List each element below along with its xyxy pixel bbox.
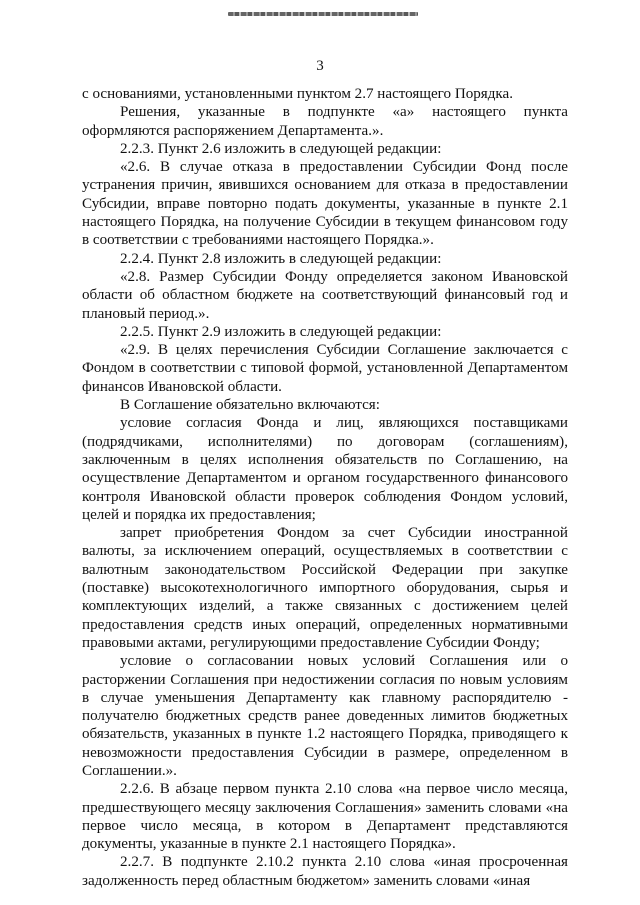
scan-header-mark — [228, 12, 418, 16]
paragraph: с основаниями, установленными пунктом 2.7 настоящего Порядка. — [82, 86, 514, 102]
page-number: 3 — [316, 58, 324, 74]
paragraph: условие о согласовании новых условий Соглашения или о расторжении Соглашения при недостижении согласия по новым условиям в случае уменьшения Департаменту как главному распорядителю - получателю бюджетных средств ранее доведенных лимитов бюджетных обязательств, указанных в пункте 1.2 настоящего Порядка, приводящего к невозможности предоставления Субсидии в размере, определенном в Соглашении.». — [82, 653, 568, 779]
paragraph: «2.8. Размер Субсидии Фонду определяется законом Ивановской области об областном бюджете на соответствующий финансовый год и плановый период.». — [82, 268, 568, 322]
paragraph: 2.2.5. Пункт 2.9 изложить в следующей редакции: — [120, 323, 442, 340]
paragraph: 2.2.7. В подпункте 2.10.2 пункта 2.10 слова «иная просроченная задолженность перед областным бюджетом» заменить словами «иная — [82, 854, 568, 889]
paragraph: запрет приобретения Фондом за счет Субсидии иностранной валюты, за исключением операций, осуществляемых в соответствии с валютным законодательством Российской Федерации при закупке (поставке) высокотехнологичного импортного оборудования, сырья и комплектующих изделий, а также связанных с достижением целей предоставления средств иных операций, определенных нормативными правовыми актами, регулирующими предоставление Субсидии Фонду; — [82, 525, 568, 651]
paragraph: «2.9. В целях перечисления Субсидии Соглашение заключается с Фондом в соответствии с типовой формой, установленной Департаментом финансов Ивановской области. — [82, 342, 568, 395]
paragraph: В Соглашение обязательно включаются: — [120, 397, 380, 414]
paragraph: Решения, указанные в подпункте «а» настоящего пункта оформляются распоряжением Департамента.». — [82, 104, 568, 139]
paragraph: 2.2.4. Пункт 2.8 изложить в следующей редакции: — [120, 250, 442, 267]
paragraph: 2.2.6. В абзаце первом пункта 2.10 слова «на первое число месяца, предшествующего месяцу заключения Соглашения» заменить словами «на первое число месяца, в котором в Департамент представляются документы, указанные в пункте 2.1 настоящего Порядка». — [82, 781, 568, 853]
paragraph: 2.2.3. Пункт 2.6 изложить в следующей редакции: — [120, 140, 442, 157]
document-body — [82, 85, 568, 890]
paragraph: условие согласия Фонда и лиц, являющихся поставщиками (подрядчиками, исполнителями) по договорам (соглашениям), заключенным в целях исполнения обязательств по Соглашению, на осуществление Департаментом и органом государственного финансового контроля Ивановской области проверок соблюдения Фондом условий, целей и порядка их предоставления; — [82, 415, 568, 523]
paragraph: «2.6. В случае отказа в предоставлении Субсидии Фонд после устранения причин, явившихся основанием для отказа в предоставлении Субсидии, вправе повторно подать документы, указанные в пункте 2.1 настоящего Порядка, на получение Субсидии в текущем финансовом году в соответствии с требованиями настоящего Порядка.». — [82, 159, 568, 249]
